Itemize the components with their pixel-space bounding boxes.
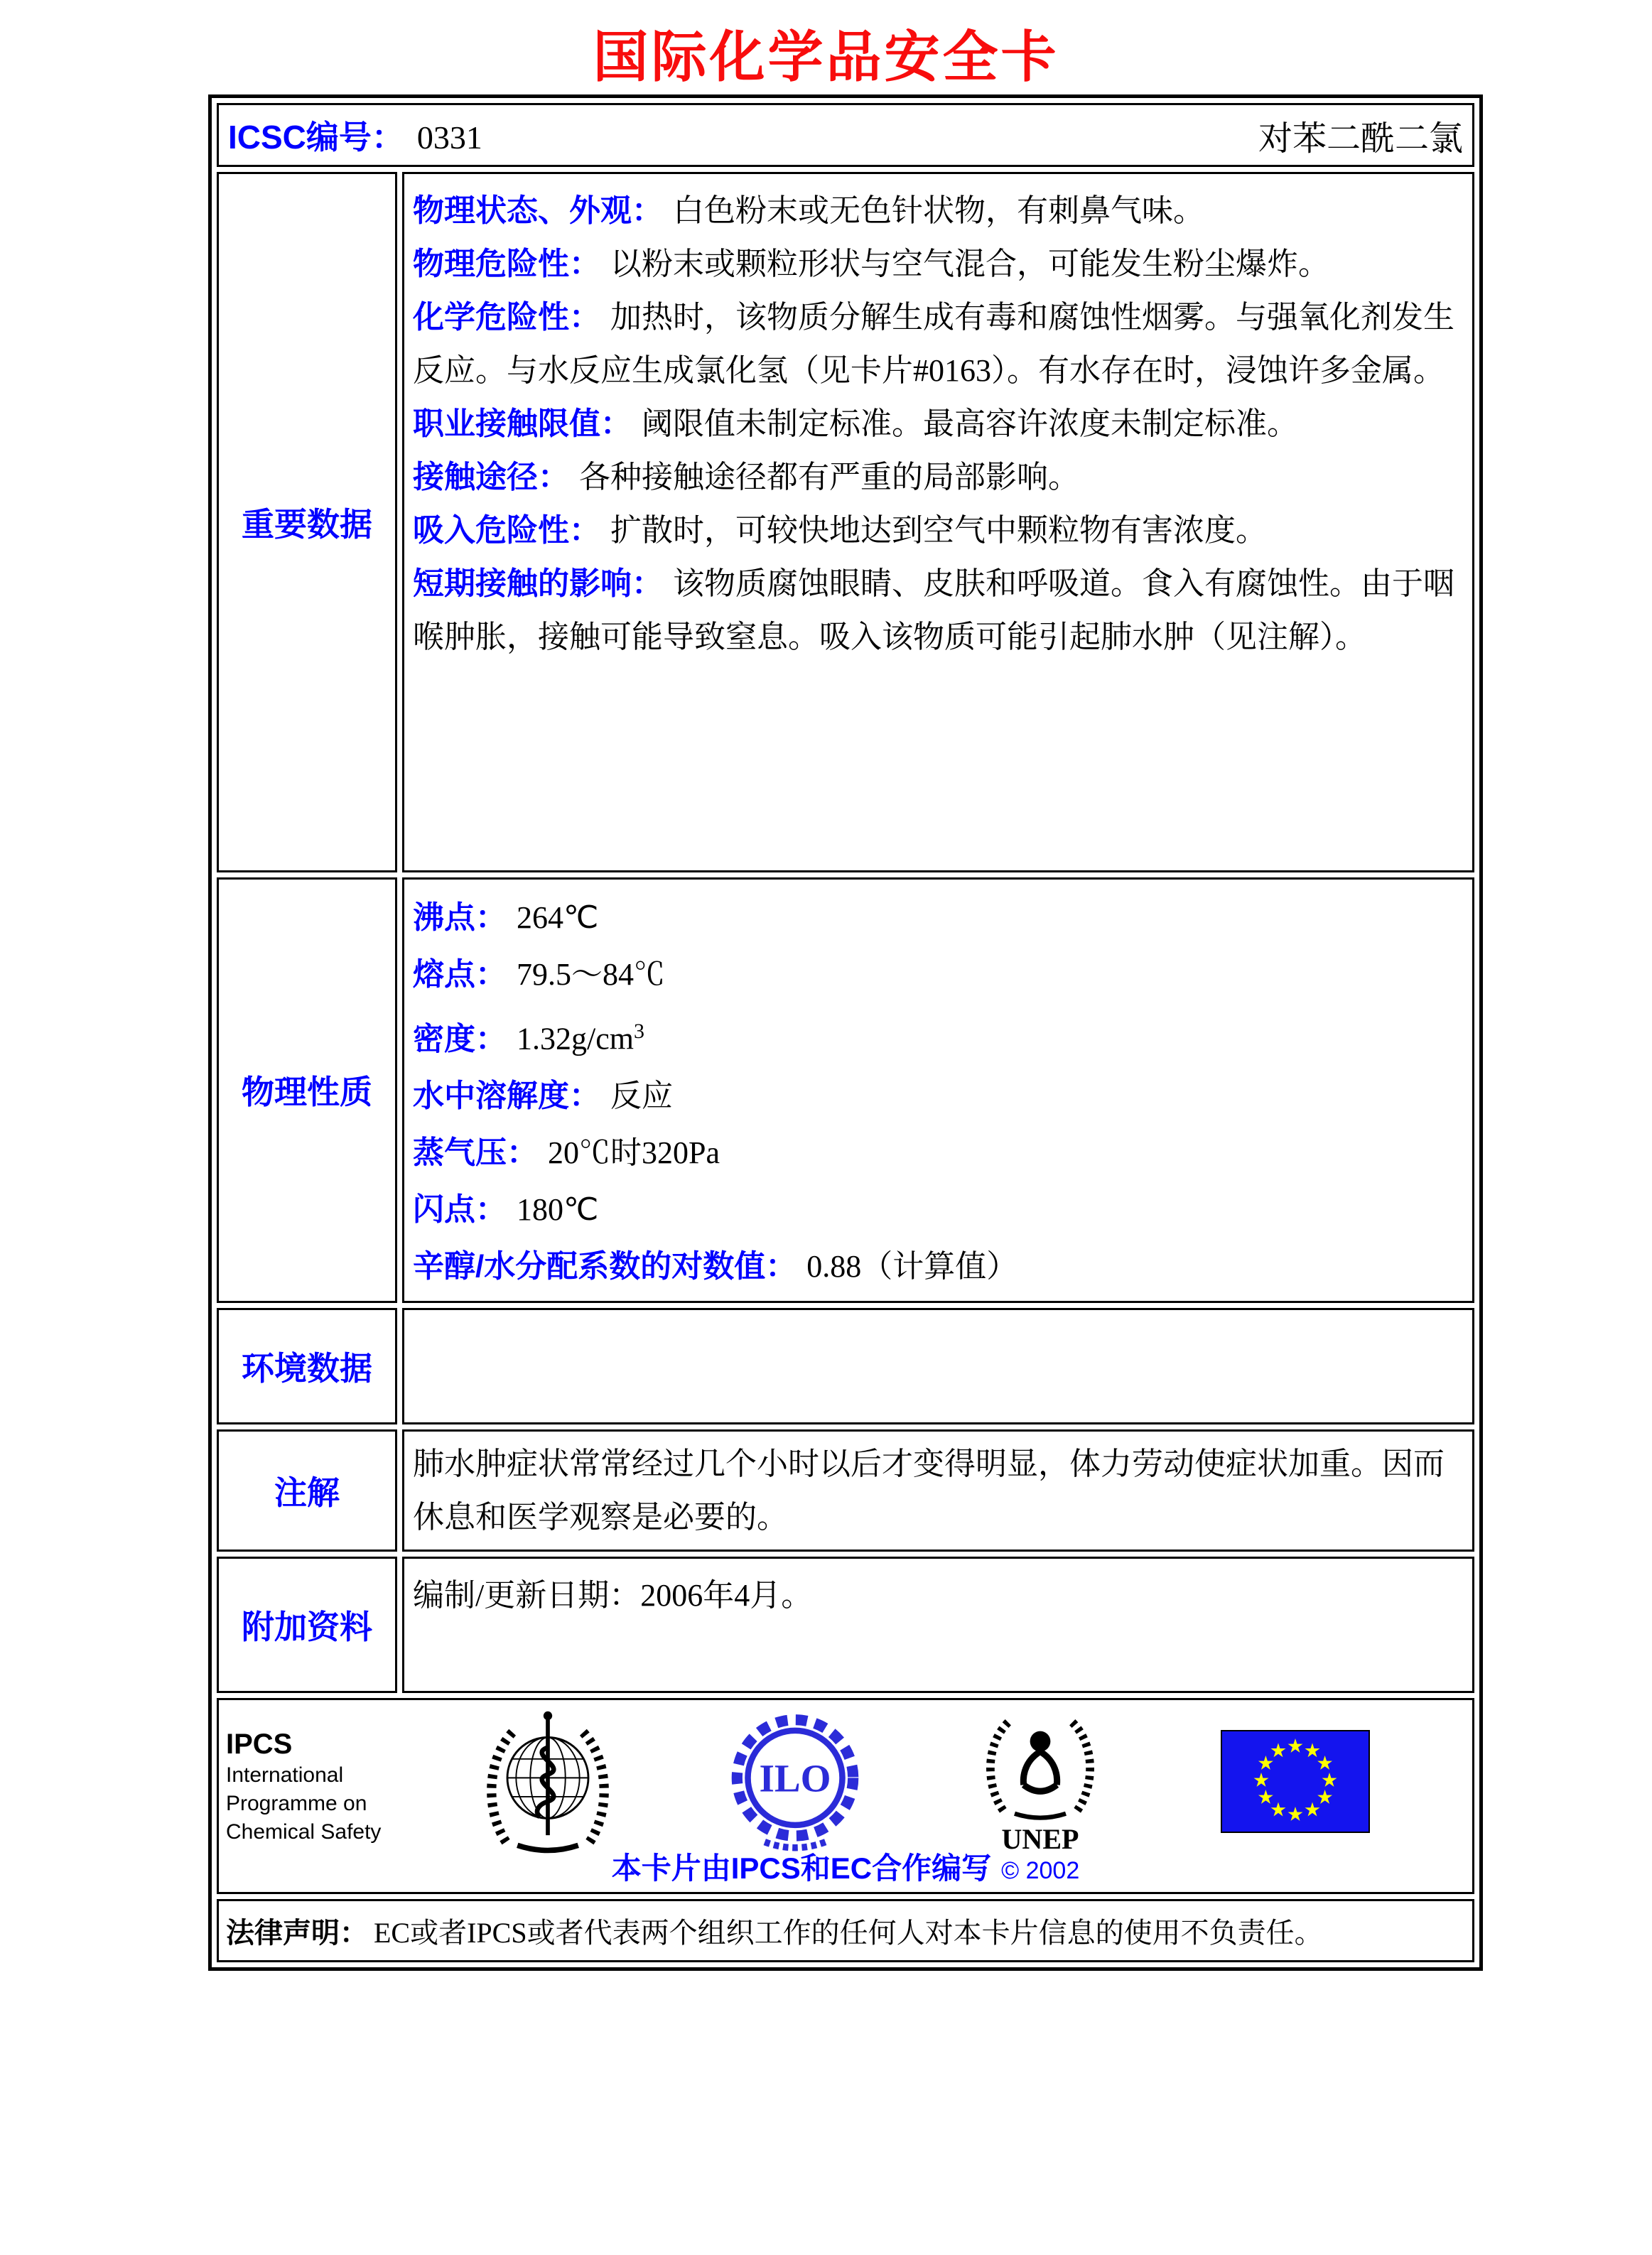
logos-row bbox=[217, 1698, 1474, 1894]
density-superscript: 3 bbox=[633, 1020, 644, 1043]
ipcs-acronym: IPCS bbox=[226, 1728, 293, 1760]
unep-logo-label: UNEP bbox=[1001, 1822, 1079, 1855]
update-date-text: 编制/更新日期：2006年4月。 bbox=[413, 1577, 813, 1613]
ipcs-text-block: IPCS International Programme on Chemical Safety bbox=[226, 1728, 382, 1844]
icsc-number-label: ICSC编号： bbox=[228, 119, 404, 156]
page-title: 国际化学品安全卡 bbox=[593, 26, 1059, 88]
eu-flag-icon bbox=[1221, 1730, 1370, 1837]
additional-info-content bbox=[402, 1557, 1474, 1693]
who-logo-icon bbox=[480, 1710, 615, 1859]
important-data-row-label: 重要数据 bbox=[217, 172, 397, 872]
melting-point-item: 熔点： 79.5～84℃ bbox=[413, 957, 665, 992]
legal-notice-row bbox=[217, 1899, 1474, 1962]
credit-line bbox=[219, 1845, 1472, 1888]
exposure-route-item: 接触途径： 各种接触途径都有严重的局部影响。 bbox=[413, 460, 1079, 494]
environmental-data-content bbox=[402, 1308, 1474, 1424]
legal-notice-text: EC或者IPCS或者代表两个组织工作的任何人对本卡片信息的使用不负责任。 bbox=[374, 1916, 1323, 1949]
svg-text:ILO: ILO bbox=[759, 1756, 831, 1800]
icsc-table bbox=[208, 94, 1483, 1971]
physical-hazard-item: 物理危险性： 以粉末或颗粒形状与空气混合，可能发生粉尘爆炸。 bbox=[413, 247, 1329, 281]
important-data-content bbox=[402, 172, 1474, 872]
boiling-point-item: 沸点： 264℃ bbox=[413, 900, 599, 935]
chemical-hazard-item: 化学危险性： 加热时，该物质分解生成有毒和腐蚀性烟雾。与强氧化剂发生反应。与水反应生成氯化氢（见卡片#0163）。有水存在时，浸蚀许多金属。 bbox=[413, 300, 1454, 388]
inhalation-risk-item: 吸入危险性： 扩散时，可较快地达到空气中颗粒物有害浓度。 bbox=[413, 513, 1267, 548]
water-solubility-item: 水中溶解度： 反应 bbox=[413, 1078, 673, 1113]
vapor-pressure-item: 蒸气压： 20℃时320Pa bbox=[413, 1135, 720, 1170]
physical-properties-content bbox=[402, 877, 1474, 1303]
short-term-effects-item: 短期接触的影响： 该物质腐蚀眼睛、皮肤和呼吸道。食入有腐蚀性。由于咽喉肿胀，接触可能导致窒息。吸入该物质可能引起肺水肿（见注解）。 bbox=[413, 566, 1454, 654]
copyright-text: © 2002 bbox=[1001, 1856, 1080, 1884]
physical-properties-row-label: 物理性质 bbox=[217, 877, 397, 1303]
unep-logo-icon bbox=[976, 1707, 1104, 1854]
notes-content bbox=[402, 1429, 1474, 1552]
ilo-logo-icon bbox=[728, 1710, 863, 1859]
log-pow-item: 辛醇/水分配系数的对数值： 0.88（计算值） bbox=[413, 1248, 1018, 1284]
occupational-limit-item: 职业接触限值： 阈限值未制定标准。最高容许浓度未制定标准。 bbox=[413, 406, 1298, 441]
additional-info-row-label: 附加资料 bbox=[217, 1557, 397, 1693]
header-row-cell bbox=[217, 103, 1474, 167]
chemical-name: 对苯二酰二氯 bbox=[1258, 119, 1463, 158]
environmental-data-row-label: 环境数据 bbox=[217, 1308, 397, 1424]
icsc-number-group bbox=[228, 112, 482, 158]
credit-text: 本卡片由IPCS和EC合作编写 bbox=[611, 1851, 992, 1885]
physical-state-item: 物理状态、外观： 白色粉末或无色针状物，有刺鼻气味。 bbox=[413, 193, 1204, 228]
notes-text: 肺水肿症状常常经过几个小时以后才变得明显，体力劳动使症状加重。因而休息和医学观察是必要的。 bbox=[413, 1446, 1445, 1535]
icsc-number-value: 0331 bbox=[416, 119, 482, 156]
notes-row-label: 注解 bbox=[217, 1429, 397, 1552]
density-item: 密度： $1.32g/cm^3$ bbox=[413, 1020, 644, 1056]
flash-point-item: 闪点： 180℃ bbox=[413, 1191, 599, 1227]
legal-notice-label: 法律声明： bbox=[226, 1917, 368, 1949]
